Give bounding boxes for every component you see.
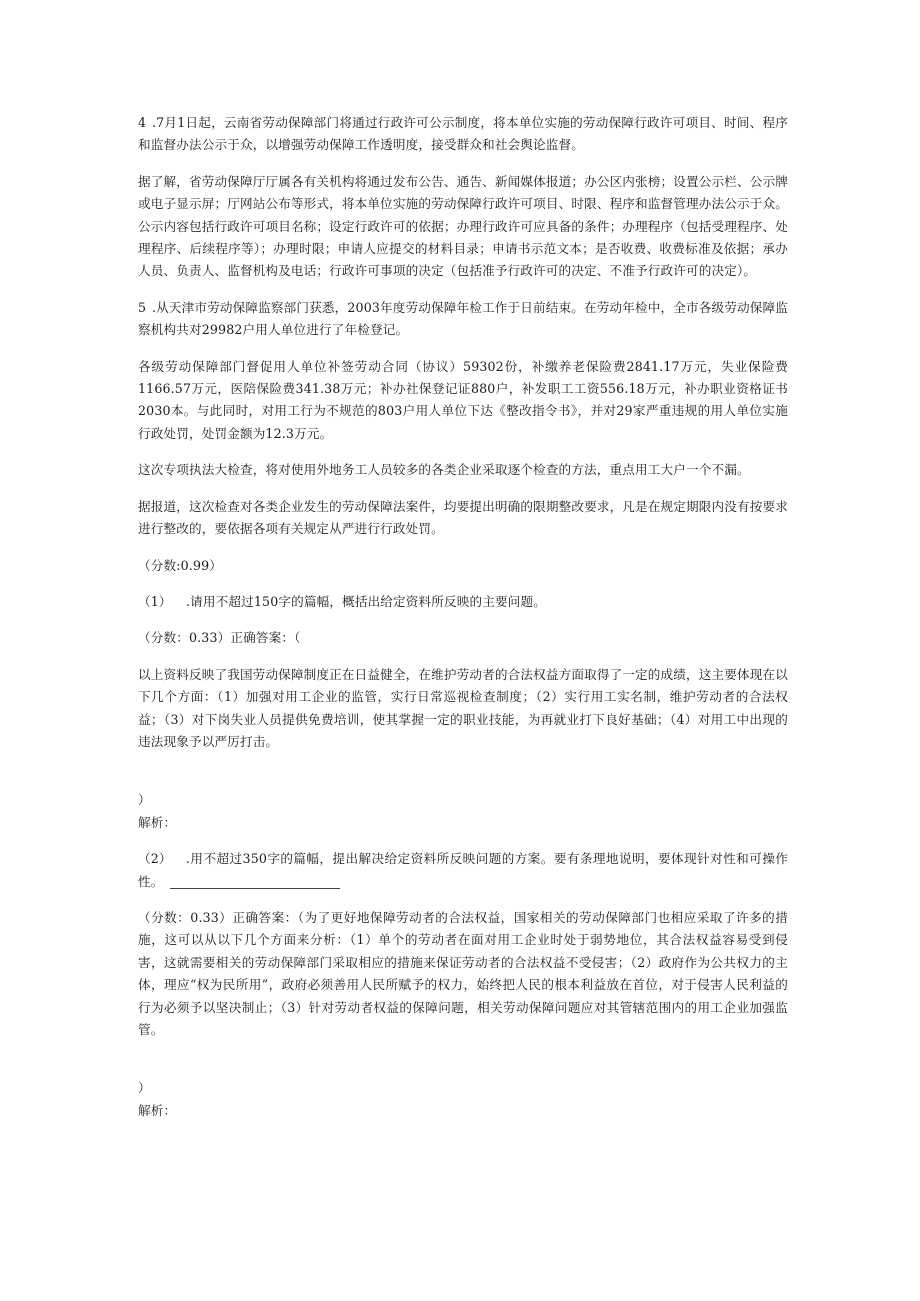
question-1	[138, 591, 788, 613]
question-1-text: .请用不超过150字的篇幅，概括出给定资料所反映的主要问题。	[186, 593, 546, 609]
question-1-analysis: 解析：	[138, 814, 177, 830]
question-2-text: .用不超过350字的篇幅，提出解决给定资料所反映问题的方案。要有条理地说明，要体现针对性和可操作性。	[138, 851, 788, 889]
question-1-number: （1）	[138, 593, 172, 609]
question-1-answer: 以上资料反映了我国劳动保障制度正在日益健全，在维护劳动者的合法权益方面取得了一定的成绩，这主要体现在以下几个方面：（1）加强对用工企业的监管，实行日常巡视检查制度；（2）实行用工实名制，维护劳动者的合法权益；（3）对下岗失业人员提供免费培训，使其掌握一定的职业技能，为再就业打下良好基础；（4）对用工中出现的违法现象予以严厉打击。	[138, 666, 788, 749]
question-1-close: ）	[138, 792, 151, 808]
item-4-paragraph	[138, 112, 788, 157]
public-disclosure-paragraph: 据了解，省劳动保障厅厅属各有关机构将通过发布公告、通告、新闻媒体报道；办公区内张榜；设置公示栏、公示牌或电子显示屏；厅网站公布等形式，将本单位实施的劳动保障行政许可项目、时限、程序和监督管理办法公示于众。公示内容包括行政许可项目名称；设定行政许可的依据；办理行政许可应具备的条件；办理程序（包括受理程序、处理程序、后续程序等）；办理时限；申请人应提交的材料目录；申请书示范文本；是否收费、收费标准及依据；承办人员、负责人、监督机构及电话；行政许可事项的决定（包括准予行政许可的决定、不准予行政许可的决定）。	[138, 173, 788, 279]
item-5-paragraph	[138, 297, 788, 342]
answer-blank-line	[170, 874, 340, 889]
question-2-number: （2）	[138, 851, 172, 867]
item-5-number: 5	[138, 299, 147, 315]
total-score: （分数:0.99）	[138, 557, 223, 573]
inspection-paragraph: 这次专项执法大检查，将对使用外地务工人员较多的各类企业采取逐个检查的方法，重点用工大户一个不漏。	[138, 462, 750, 478]
question-2-score-answer: （分数：0.33）正确答案：（为了更好地保障劳动者的合法权益，国家相关的劳动保障部门也相应采取了许多的措施，这可以从以下几个方面来分析：（1）单个的劳动者在面对用工企业时处于弱势地位，其合法权益容易受到侵害，这就需要相关的劳动保障部门采取相应的措施来保证劳动者的合法权益不受侵害；（2）政府作为公共权力的主体，理应“权为民所用”，政府必须善用人民所赋予的权力，始终把人民的根本利益放在首位，对于侵害人民利益的行为必须予以坚决制止；（3）针对劳动者权益的保障问题，相关劳动保障问题应对其管辖范围内的用工企业加强监管。	[138, 909, 788, 1037]
item-4-text: .7月1日起，云南省劳动保障部门将通过行政许可公示制度，将本单位实施的劳动保障行政许可项目、时间、程序和监督办法公示于众，以增强劳动保障工作透明度，接受群众和社会舆论监督。	[138, 115, 788, 153]
document-page	[138, 112, 788, 1122]
item-5-text: .从天津市劳动保障监察部门获悉，2003年度劳动保障年检工作于日前结束。在劳动年检中，全市各级劳动保障监察机构共对29982户用人单位进行了年检登记。	[138, 299, 788, 338]
item-4-number: 4	[138, 115, 147, 130]
question-2-close: ）	[138, 1080, 151, 1096]
question-1-score-answer: （分数：0.33）正确答案：（	[138, 630, 301, 646]
contracts-paragraph: 各级劳动保障部门督促用人单位补签劳动合同（协议）59302份，补缴养老保险费2841.17万元，失业保险费1166.57万元，医陪保险费341.38万元；补办社保登记证880户，补发职工工资556.18万元，补办职业资格证书2030本。与此同时，对用工行为不规范的803户用人单位下达《整改指令书》，并对29家严重违规的用人单位实施行政处罚，处罚金额为12.3万元。	[138, 358, 788, 441]
question-2	[138, 848, 788, 893]
report-paragraph: 据报道，这次检查对各类企业发生的劳动保障法案件，均要提出明确的限期整改要求，凡是在规定期限内没有按要求进行整改的，要依据各项有关规定从严进行行政处罚。	[138, 498, 788, 537]
question-2-analysis: 解析：	[138, 1102, 177, 1118]
